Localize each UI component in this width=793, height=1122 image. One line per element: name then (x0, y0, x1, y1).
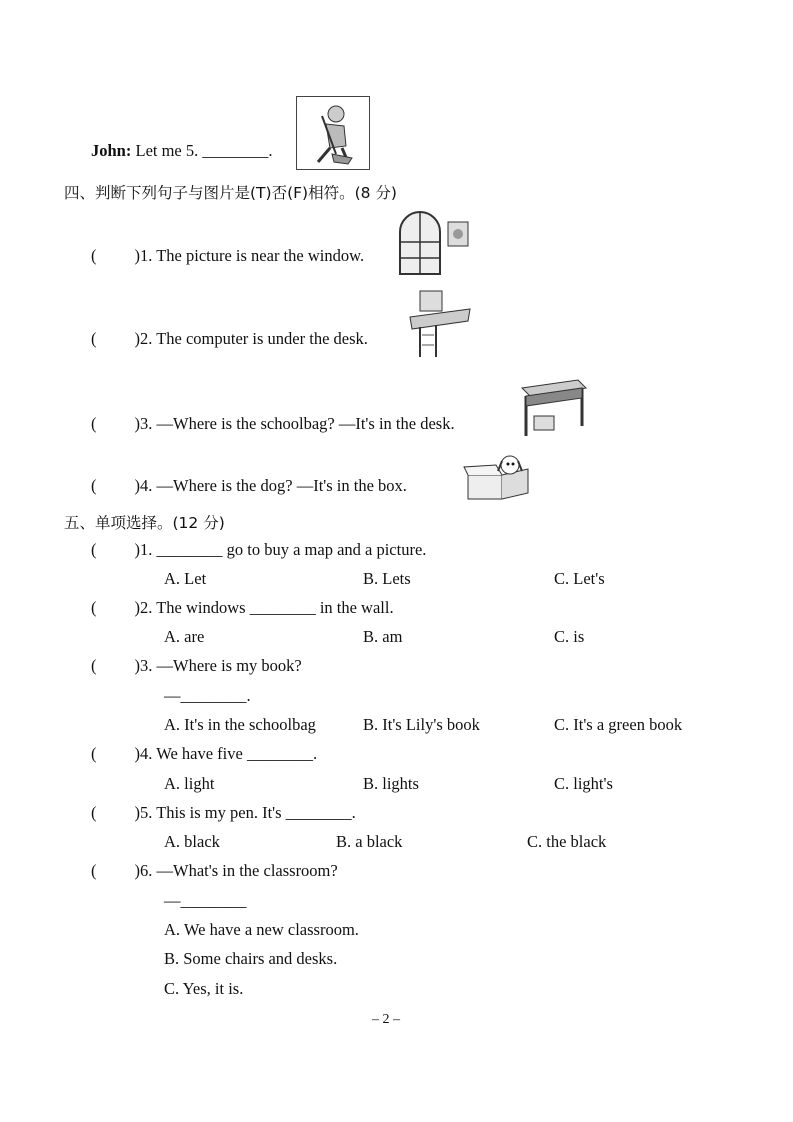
page-number: – 2 – (372, 1012, 400, 1027)
option-c[interactable]: C. light's (554, 774, 613, 793)
section4-item (91, 476, 407, 496)
option-b[interactable]: B. Some chairs and desks. (164, 949, 338, 968)
question-stem: 6. —What's in the classroom? (140, 861, 338, 880)
question-2 (91, 598, 394, 618)
option-a[interactable]: A. Let (164, 569, 207, 588)
option-b[interactable]: B. Lets (363, 569, 411, 588)
option-a[interactable]: A. We have a new classroom. (164, 920, 359, 939)
question-stem: 2. The windows ________ in the wall. (140, 598, 394, 617)
option-c[interactable]: C. It's a green book (554, 715, 683, 734)
answer-paren-open[interactable]: ( (91, 803, 97, 822)
question-4 (91, 744, 317, 764)
answer-paren-close: ) (134, 246, 140, 265)
answer-paren-open[interactable]: ( (91, 246, 97, 265)
speaker-label: John: (91, 141, 132, 160)
option-c[interactable]: C. Yes, it is. (164, 979, 244, 998)
john-line (91, 141, 273, 161)
item-text: 4. —Where is the dog? —It's in the box. (140, 476, 407, 495)
option-b[interactable]: B. a black (336, 832, 403, 851)
item-text: 1. The picture is near the window. (140, 246, 365, 265)
option-c[interactable]: C. the black (527, 832, 607, 851)
option-b[interactable]: B. lights (363, 774, 419, 793)
answer-paren-close: ) (134, 744, 140, 763)
answer-paren-open[interactable]: ( (91, 861, 97, 880)
item-text: 2. The computer is under the desk. (140, 329, 368, 348)
answer-paren-close: ) (134, 803, 140, 822)
answer-blank-line[interactable]: —________. (164, 686, 251, 705)
question-stem: 5. This is my pen. It's ________. (140, 803, 356, 822)
question-stem: 1. ________ go to buy a map and a picture. (140, 540, 427, 559)
boy-sweeping-image (296, 96, 370, 170)
answer-paren-close: ) (134, 598, 140, 617)
section4-item (91, 329, 368, 349)
answer-paren-open[interactable]: ( (91, 476, 97, 495)
answer-paren-close: ) (134, 329, 140, 348)
dog-in-box-image (462, 453, 536, 501)
answer-paren-open[interactable]: ( (91, 744, 97, 763)
option-a[interactable]: A. light (164, 774, 215, 793)
section4-title: 四、判断下列句子与图片是(T)否(F)相符。(8 分) (64, 184, 397, 202)
option-b[interactable]: B. It's Lily's book (363, 715, 480, 734)
computer-desk-image (400, 287, 474, 359)
answer-paren-open[interactable]: ( (91, 598, 97, 617)
answer-paren-close: ) (134, 414, 140, 433)
question-1 (91, 540, 426, 560)
answer-paren-close: ) (134, 540, 140, 559)
john-text: Let me 5. ________. (135, 141, 273, 160)
option-a[interactable]: A. are (164, 627, 205, 646)
question-6 (91, 861, 338, 881)
section4-item (91, 246, 364, 266)
answer-paren-open[interactable]: ( (91, 540, 97, 559)
question-5 (91, 803, 356, 823)
section4-item (91, 414, 455, 434)
answer-paren-open[interactable]: ( (91, 414, 97, 433)
answer-paren-close: ) (134, 476, 140, 495)
option-b[interactable]: B. am (363, 627, 403, 646)
answer-paren-close: ) (134, 861, 140, 880)
window-picture-image (398, 208, 474, 276)
question-3 (91, 656, 302, 676)
question-stem: 4. We have five ________. (140, 744, 318, 763)
option-c[interactable]: C. is (554, 627, 585, 646)
schoolbag-desk-image (516, 376, 588, 442)
item-text: 3. —Where is the schoolbag? —It's in the desk. (140, 414, 455, 433)
option-a[interactable]: A. It's in the schoolbag (164, 715, 316, 734)
question-stem: 3. —Where is my book? (140, 656, 302, 675)
option-a[interactable]: A. black (164, 832, 220, 851)
answer-blank-line[interactable]: —________ (164, 891, 247, 910)
answer-paren-close: ) (134, 656, 140, 675)
answer-paren-open[interactable]: ( (91, 329, 97, 348)
answer-paren-open[interactable]: ( (91, 656, 97, 675)
section5-title: 五、单项选择。(12 分) (64, 514, 225, 532)
option-c[interactable]: C. Let's (554, 569, 605, 588)
